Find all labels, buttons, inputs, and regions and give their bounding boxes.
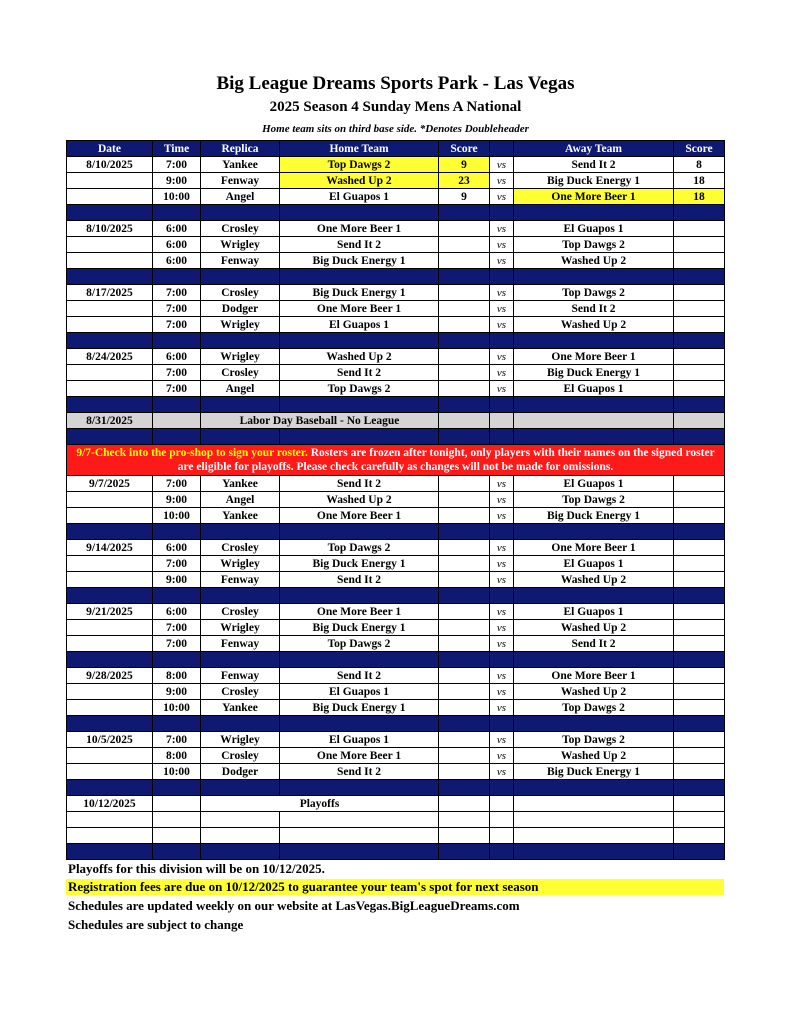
away-team: El Guapos 1 bbox=[514, 604, 674, 620]
vs-label: vs bbox=[490, 604, 514, 620]
game-time: 7:00 bbox=[153, 476, 201, 492]
home-team: Big Duck Energy 1 bbox=[280, 700, 439, 716]
replica-field: Wrigley bbox=[201, 237, 280, 253]
week-separator bbox=[67, 524, 725, 540]
away-team: Big Duck Energy 1 bbox=[514, 173, 674, 189]
vs-label: vs bbox=[490, 492, 514, 508]
vs-label: vs bbox=[490, 636, 514, 652]
away-team: Send It 2 bbox=[514, 636, 674, 652]
away-team: One More Beer 1 bbox=[514, 189, 674, 205]
col-vs bbox=[490, 141, 514, 157]
away-team: Send It 2 bbox=[514, 157, 674, 173]
replica-field: Crosley bbox=[201, 365, 280, 381]
home-team: Big Duck Energy 1 bbox=[280, 556, 439, 572]
home-team: Big Duck Energy 1 bbox=[280, 253, 439, 269]
away-score bbox=[674, 620, 725, 636]
game-row bbox=[67, 620, 725, 636]
away-team: One More Beer 1 bbox=[514, 540, 674, 556]
away-score bbox=[674, 684, 725, 700]
game-time: 10:00 bbox=[153, 508, 201, 524]
home-score: 23 bbox=[439, 173, 490, 189]
away-team: Big Duck Energy 1 bbox=[514, 764, 674, 780]
home-team: One More Beer 1 bbox=[280, 508, 439, 524]
footer-subject-change: Schedules are subject to change bbox=[68, 917, 244, 932]
home-score bbox=[439, 556, 490, 572]
game-date: 9/28/2025 bbox=[67, 668, 153, 684]
vs-label: vs bbox=[490, 381, 514, 397]
game-time: 7:00 bbox=[153, 636, 201, 652]
game-date bbox=[67, 253, 153, 269]
home-score bbox=[439, 301, 490, 317]
replica-field: Angel bbox=[201, 381, 280, 397]
week-separator bbox=[67, 588, 725, 604]
home-team: Send It 2 bbox=[280, 668, 439, 684]
week-separator bbox=[67, 716, 725, 732]
game-time: 9:00 bbox=[153, 173, 201, 189]
footer-registration: Registration fees are due on 10/12/2025 to guarantee your team's spot for next season bbox=[66, 879, 724, 895]
game-date bbox=[67, 317, 153, 333]
home-team: El Guapos 1 bbox=[280, 684, 439, 700]
replica-field: Crosley bbox=[201, 748, 280, 764]
home-score bbox=[439, 492, 490, 508]
game-time: 7:00 bbox=[153, 285, 201, 301]
home-team: Big Duck Energy 1 bbox=[280, 620, 439, 636]
week-separator bbox=[67, 844, 725, 860]
vs-label: vs bbox=[490, 748, 514, 764]
away-team: Washed Up 2 bbox=[514, 748, 674, 764]
col-away-score: Score bbox=[674, 141, 725, 157]
away-team: Send It 2 bbox=[514, 301, 674, 317]
game-date: 8/31/2025 bbox=[67, 413, 153, 429]
game-row bbox=[67, 492, 725, 508]
week-separator bbox=[67, 429, 725, 445]
away-score bbox=[674, 508, 725, 524]
replica-field: Wrigley bbox=[201, 317, 280, 333]
empty-cell bbox=[674, 413, 725, 429]
home-team: Send It 2 bbox=[280, 476, 439, 492]
header-row bbox=[67, 141, 725, 157]
away-team: El Guapos 1 bbox=[514, 221, 674, 237]
game-time: 7:00 bbox=[153, 556, 201, 572]
game-time: 8:00 bbox=[153, 668, 201, 684]
home-score bbox=[439, 764, 490, 780]
home-score bbox=[439, 381, 490, 397]
home-score bbox=[439, 317, 490, 333]
away-team: El Guapos 1 bbox=[514, 476, 674, 492]
home-score bbox=[439, 285, 490, 301]
game-row bbox=[67, 668, 725, 684]
game-row bbox=[67, 572, 725, 588]
game-row bbox=[67, 748, 725, 764]
col-date: Date bbox=[67, 141, 153, 157]
empty-cell bbox=[153, 413, 201, 429]
home-team: One More Beer 1 bbox=[280, 221, 439, 237]
away-team: Big Duck Energy 1 bbox=[514, 365, 674, 381]
vs-label: vs bbox=[490, 253, 514, 269]
game-time: 10:00 bbox=[153, 764, 201, 780]
game-time: 9:00 bbox=[153, 684, 201, 700]
home-team: Top Dawgs 2 bbox=[280, 157, 439, 173]
away-score bbox=[674, 604, 725, 620]
labor-day-row bbox=[67, 413, 725, 429]
week-separator bbox=[67, 397, 725, 413]
away-team: Top Dawgs 2 bbox=[514, 237, 674, 253]
away-score bbox=[674, 349, 725, 365]
vs-label: vs bbox=[490, 301, 514, 317]
replica-field: Yankee bbox=[201, 476, 280, 492]
home-score: 9 bbox=[439, 157, 490, 173]
col-home-score: Score bbox=[439, 141, 490, 157]
game-row bbox=[67, 189, 725, 205]
week-separator bbox=[67, 780, 725, 796]
away-score bbox=[674, 572, 725, 588]
vs-label: vs bbox=[490, 508, 514, 524]
away-score bbox=[674, 748, 725, 764]
home-team: Send It 2 bbox=[280, 572, 439, 588]
away-score bbox=[674, 221, 725, 237]
away-score: 18 bbox=[674, 189, 725, 205]
away-team: El Guapos 1 bbox=[514, 556, 674, 572]
col-away-team: Away Team bbox=[514, 141, 674, 157]
vs-label: vs bbox=[490, 700, 514, 716]
home-score bbox=[439, 365, 490, 381]
game-row bbox=[67, 636, 725, 652]
home-team: Washed Up 2 bbox=[280, 492, 439, 508]
vs-label: vs bbox=[490, 668, 514, 684]
replica-field: Fenway bbox=[201, 173, 280, 189]
empty-cell bbox=[490, 413, 514, 429]
game-time: 9:00 bbox=[153, 572, 201, 588]
game-date bbox=[67, 508, 153, 524]
game-time: 6:00 bbox=[153, 604, 201, 620]
home-team: El Guapos 1 bbox=[280, 189, 439, 205]
home-score bbox=[439, 700, 490, 716]
away-score bbox=[674, 301, 725, 317]
game-date bbox=[67, 700, 153, 716]
game-row bbox=[67, 285, 725, 301]
game-time: 6:00 bbox=[153, 540, 201, 556]
game-date: 8/10/2025 bbox=[67, 157, 153, 173]
page-subtitle: 2025 Season 4 Sunday Mens A National bbox=[269, 99, 522, 115]
game-time: 7:00 bbox=[153, 381, 201, 397]
game-row bbox=[67, 349, 725, 365]
blank-row bbox=[67, 828, 725, 844]
away-score bbox=[674, 636, 725, 652]
vs-label: vs bbox=[490, 476, 514, 492]
away-score bbox=[674, 285, 725, 301]
game-time: 8:00 bbox=[153, 748, 201, 764]
game-row bbox=[67, 365, 725, 381]
game-row bbox=[67, 700, 725, 716]
home-team: Send It 2 bbox=[280, 237, 439, 253]
home-score bbox=[439, 732, 490, 748]
game-date bbox=[67, 620, 153, 636]
vs-label: vs bbox=[490, 365, 514, 381]
game-date: 10/5/2025 bbox=[67, 732, 153, 748]
home-team: Big Duck Energy 1 bbox=[280, 285, 439, 301]
game-time: 6:00 bbox=[153, 253, 201, 269]
empty-cell bbox=[514, 796, 674, 812]
replica-field: Crosley bbox=[201, 684, 280, 700]
roster-notice bbox=[67, 445, 725, 476]
replica-field: Crosley bbox=[201, 221, 280, 237]
empty-cell bbox=[674, 796, 725, 812]
away-score bbox=[674, 253, 725, 269]
game-time: 7:00 bbox=[153, 157, 201, 173]
vs-label: vs bbox=[490, 221, 514, 237]
home-team: One More Beer 1 bbox=[280, 604, 439, 620]
game-row bbox=[67, 221, 725, 237]
away-team: Top Dawgs 2 bbox=[514, 732, 674, 748]
game-date: 8/24/2025 bbox=[67, 349, 153, 365]
game-date bbox=[67, 636, 153, 652]
home-team: Top Dawgs 2 bbox=[280, 636, 439, 652]
away-score bbox=[674, 492, 725, 508]
replica-field: Wrigley bbox=[201, 556, 280, 572]
away-team: Washed Up 2 bbox=[514, 253, 674, 269]
game-row bbox=[67, 476, 725, 492]
game-row bbox=[67, 764, 725, 780]
vs-label: vs bbox=[490, 349, 514, 365]
empty-cell bbox=[514, 413, 674, 429]
home-score bbox=[439, 604, 490, 620]
home-team: One More Beer 1 bbox=[280, 748, 439, 764]
replica-field: Yankee bbox=[201, 700, 280, 716]
away-score bbox=[674, 365, 725, 381]
away-team: El Guapos 1 bbox=[514, 381, 674, 397]
game-time: 7:00 bbox=[153, 620, 201, 636]
away-team: Washed Up 2 bbox=[514, 317, 674, 333]
col-replica: Replica bbox=[201, 141, 280, 157]
home-team: One More Beer 1 bbox=[280, 301, 439, 317]
game-time: 9:00 bbox=[153, 492, 201, 508]
home-team: El Guapos 1 bbox=[280, 317, 439, 333]
vs-label: vs bbox=[490, 556, 514, 572]
replica-field: Wrigley bbox=[201, 349, 280, 365]
replica-field: Yankee bbox=[201, 508, 280, 524]
game-date bbox=[67, 381, 153, 397]
game-time: 7:00 bbox=[153, 317, 201, 333]
home-score bbox=[439, 636, 490, 652]
empty-cell bbox=[439, 796, 490, 812]
game-time: 10:00 bbox=[153, 700, 201, 716]
game-date bbox=[67, 764, 153, 780]
away-team: One More Beer 1 bbox=[514, 668, 674, 684]
home-score bbox=[439, 684, 490, 700]
replica-field: Crosley bbox=[201, 540, 280, 556]
vs-label: vs bbox=[490, 285, 514, 301]
home-team: Washed Up 2 bbox=[280, 349, 439, 365]
away-team: One More Beer 1 bbox=[514, 349, 674, 365]
game-date: 9/14/2025 bbox=[67, 540, 153, 556]
replica-field: Fenway bbox=[201, 668, 280, 684]
game-date: 8/17/2025 bbox=[67, 285, 153, 301]
home-team: El Guapos 1 bbox=[280, 732, 439, 748]
game-time: 6:00 bbox=[153, 237, 201, 253]
vs-label: vs bbox=[490, 732, 514, 748]
game-date bbox=[67, 572, 153, 588]
away-team: Top Dawgs 2 bbox=[514, 492, 674, 508]
home-team: Send It 2 bbox=[280, 365, 439, 381]
game-row bbox=[67, 381, 725, 397]
week-separator bbox=[67, 205, 725, 221]
home-team: Send It 2 bbox=[280, 764, 439, 780]
vs-label: vs bbox=[490, 540, 514, 556]
roster-notice-row bbox=[67, 445, 725, 476]
game-row bbox=[67, 301, 725, 317]
away-score bbox=[674, 700, 725, 716]
home-team-note: Home team sits on third base side. *Denotes Doubleheader bbox=[262, 123, 529, 135]
home-score bbox=[439, 620, 490, 636]
game-row bbox=[67, 556, 725, 572]
vs-label: vs bbox=[490, 572, 514, 588]
game-row bbox=[67, 732, 725, 748]
game-date: 10/12/2025 bbox=[67, 796, 153, 812]
away-score bbox=[674, 540, 725, 556]
away-score bbox=[674, 556, 725, 572]
col-home-team: Home Team bbox=[280, 141, 439, 157]
away-team: Washed Up 2 bbox=[514, 684, 674, 700]
replica-field: Wrigley bbox=[201, 620, 280, 636]
game-date bbox=[67, 237, 153, 253]
home-score bbox=[439, 349, 490, 365]
away-score bbox=[674, 732, 725, 748]
replica-field: Yankee bbox=[201, 157, 280, 173]
replica-field: Fenway bbox=[201, 636, 280, 652]
game-date bbox=[67, 365, 153, 381]
game-row bbox=[67, 684, 725, 700]
footer-website: Schedules are updated weekly on our website at LasVegas.BigLeagueDreams.com bbox=[68, 898, 520, 913]
vs-label: vs bbox=[490, 173, 514, 189]
page-title: Big League Dreams Sports Park - Las Vegas bbox=[216, 73, 575, 94]
home-score bbox=[439, 237, 490, 253]
event-label: Labor Day Baseball - No League bbox=[201, 413, 439, 429]
replica-field: Angel bbox=[201, 492, 280, 508]
empty-cell bbox=[153, 796, 201, 812]
vs-label: vs bbox=[490, 157, 514, 173]
replica-field: Fenway bbox=[201, 572, 280, 588]
home-score: 9 bbox=[439, 189, 490, 205]
away-team: Top Dawgs 2 bbox=[514, 700, 674, 716]
game-row bbox=[67, 604, 725, 620]
empty-cell bbox=[439, 413, 490, 429]
game-time: 7:00 bbox=[153, 365, 201, 381]
game-date bbox=[67, 556, 153, 572]
away-team: Washed Up 2 bbox=[514, 572, 674, 588]
away-team: Washed Up 2 bbox=[514, 620, 674, 636]
vs-label: vs bbox=[490, 764, 514, 780]
home-team: Top Dawgs 2 bbox=[280, 540, 439, 556]
home-score bbox=[439, 668, 490, 684]
away-score bbox=[674, 476, 725, 492]
blank-row bbox=[67, 812, 725, 828]
replica-field: Crosley bbox=[201, 604, 280, 620]
week-separator bbox=[67, 269, 725, 285]
replica-field: Crosley bbox=[201, 285, 280, 301]
game-row bbox=[67, 173, 725, 189]
game-time: 6:00 bbox=[153, 349, 201, 365]
vs-label: vs bbox=[490, 317, 514, 333]
game-date bbox=[67, 492, 153, 508]
game-date bbox=[67, 301, 153, 317]
away-team: Top Dawgs 2 bbox=[514, 285, 674, 301]
game-date bbox=[67, 189, 153, 205]
playoffs-row bbox=[67, 796, 725, 812]
vs-label: vs bbox=[490, 620, 514, 636]
game-row bbox=[67, 317, 725, 333]
home-score bbox=[439, 572, 490, 588]
game-row bbox=[67, 508, 725, 524]
week-separator bbox=[67, 333, 725, 349]
game-row bbox=[67, 237, 725, 253]
footer-playoffs: Playoffs for this division will be on 10/12/2025. bbox=[68, 861, 325, 876]
home-score bbox=[439, 476, 490, 492]
roster-notice-lead: 9/7-Check into the pro-shop to sign your roster. bbox=[76, 447, 308, 459]
roster-notice-text: Rosters are frozen after tonight, only players with their names on the signed roster are eligible for playoffs. Please check carefully as changes will not be made for omissions. bbox=[177, 447, 715, 473]
home-score bbox=[439, 221, 490, 237]
game-row bbox=[67, 253, 725, 269]
game-date: 8/10/2025 bbox=[67, 221, 153, 237]
home-score bbox=[439, 253, 490, 269]
empty-cell bbox=[490, 796, 514, 812]
game-date bbox=[67, 748, 153, 764]
home-score bbox=[439, 540, 490, 556]
away-score bbox=[674, 381, 725, 397]
replica-field: Angel bbox=[201, 189, 280, 205]
schedule-table bbox=[66, 140, 725, 860]
home-score bbox=[439, 748, 490, 764]
game-time: 7:00 bbox=[153, 732, 201, 748]
game-date: 9/7/2025 bbox=[67, 476, 153, 492]
replica-field: Fenway bbox=[201, 253, 280, 269]
replica-field: Dodger bbox=[201, 301, 280, 317]
game-time: 7:00 bbox=[153, 301, 201, 317]
away-team: Big Duck Energy 1 bbox=[514, 508, 674, 524]
game-date bbox=[67, 684, 153, 700]
away-score: 18 bbox=[674, 173, 725, 189]
replica-field: Dodger bbox=[201, 764, 280, 780]
away-score bbox=[674, 764, 725, 780]
game-date: 9/21/2025 bbox=[67, 604, 153, 620]
col-time: Time bbox=[153, 141, 201, 157]
away-score bbox=[674, 668, 725, 684]
game-row bbox=[67, 540, 725, 556]
game-date bbox=[67, 173, 153, 189]
event-label: Playoffs bbox=[201, 796, 439, 812]
away-score bbox=[674, 237, 725, 253]
game-time: 6:00 bbox=[153, 221, 201, 237]
home-score bbox=[439, 508, 490, 524]
away-score bbox=[674, 317, 725, 333]
vs-label: vs bbox=[490, 684, 514, 700]
away-score: 8 bbox=[674, 157, 725, 173]
vs-label: vs bbox=[490, 237, 514, 253]
game-row bbox=[67, 157, 725, 173]
week-separator bbox=[67, 652, 725, 668]
replica-field: Wrigley bbox=[201, 732, 280, 748]
vs-label: vs bbox=[490, 189, 514, 205]
home-team: Top Dawgs 2 bbox=[280, 381, 439, 397]
game-time: 10:00 bbox=[153, 189, 201, 205]
home-team: Washed Up 2 bbox=[280, 173, 439, 189]
